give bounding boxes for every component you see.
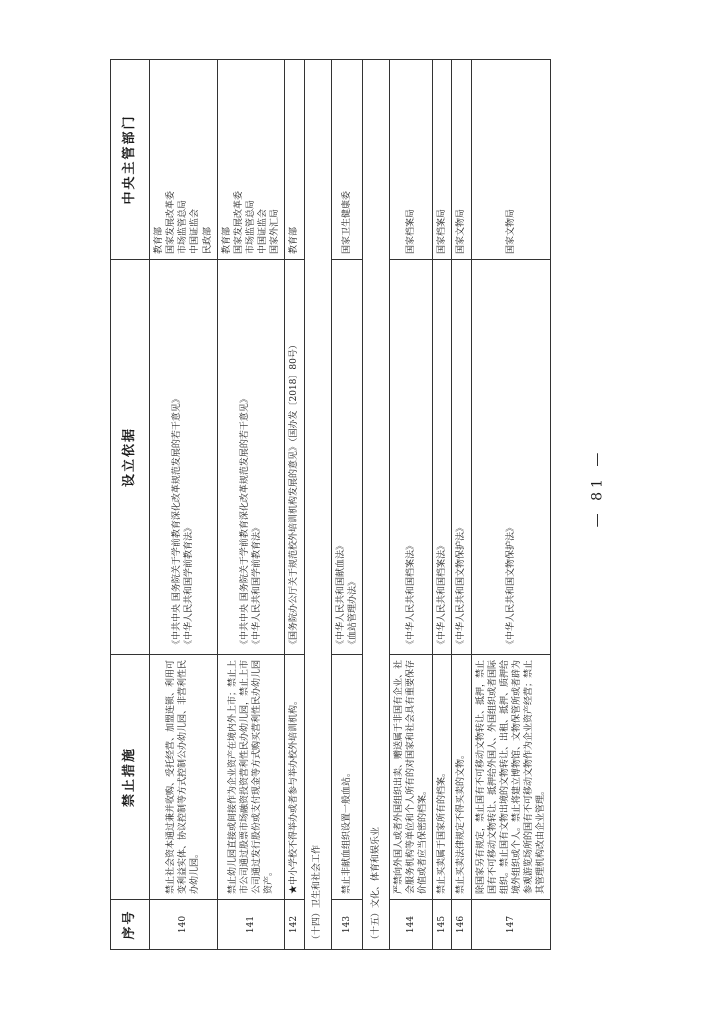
table-row [217,60,285,950]
dept-line: 市场监管总局 [178,199,189,254]
dept-line: 国家发展改革委 [166,190,177,254]
dept-line: 教育部 [289,226,300,254]
table-row [150,60,218,950]
basis-line: 《中华人民共和国学前教育法》 [252,522,263,649]
basis-cell [452,260,471,655]
dept-line: 国家文物局 [505,208,516,254]
dept-cell [217,60,285,260]
header-basis: 设立依据 [111,260,150,655]
basis-cell [285,260,304,655]
row-number: 147 [471,900,551,950]
dept-line: 国家发展改革委 [233,190,244,254]
table-row [389,60,432,950]
table-row [331,60,362,950]
header-no: 序号 [111,900,150,950]
basis-cell [433,260,452,655]
measure-cell: 禁止买卖属于国家所有的档案。 [433,655,452,900]
rotated-page [110,60,710,950]
basis-line: 《中共中央 国务院关于学前教育深化改革规范发展的若干意见》 [172,394,183,649]
dept-cell [285,60,304,260]
dept-line: 教育部 [154,226,164,254]
row-number: 145 [433,900,452,950]
header-measure: 禁止措施 [111,655,150,900]
table-body [150,60,551,950]
table-row [471,60,551,950]
header-dept: 中央主管部门 [111,60,150,260]
basis-line: 《中华人民共和国学前教育法》 [184,522,195,649]
section-row [304,60,331,950]
basis-line: 《血站管理办法》 [347,576,358,649]
basis-line: 《中华人民共和国文物保护法》 [456,522,467,649]
table-row [285,60,304,950]
row-number: 140 [150,900,218,950]
measure-cell: 除国家另有规定，禁止国有不可移动文物转让、抵押，禁止国有不可移动文物转让、抵押给外国人、外国组织或者国际组织。禁止国有文物出境的文物转让、出租、抵押、质押给境外组织或个人。禁止将建立博物馆、文物保管所或者辟为参观游览场所的国有不可移动文物作为企业资产经营；禁止其管理机构改由企业管理。 [471,655,551,900]
measure-cell: 禁止社会资本通过兼并收购、受托经营、加盟连锁、利用可变利益实体、协议控制等方式控制公办幼儿园、非营利性民办幼儿园。 [150,655,218,900]
dept-line: 中国证监会 [258,208,269,254]
basis-cell [150,260,218,655]
basis-line: 《中华人民共和国文物保护法》 [505,522,516,649]
page-number: — 81 — [589,448,606,528]
basis-line: 《国务院办公厅关于规范校外培训机构发展的意见》（国办发〔2018〕80号） [289,340,300,649]
row-number: 143 [331,900,362,950]
basis-cell [217,260,285,655]
basis-line: 《中共中央 国务院关于学前教育深化改革规范发展的若干意见》 [239,394,250,649]
measure-cell: 严禁向外国人或者外国组织出卖、赠送属于非国有企业、社会服务机构等单位和个人所有的对国家和社会具有重要保存价值或者应当保密的档案。 [389,655,432,900]
dept-cell [389,60,432,260]
dept-cell [331,60,362,260]
row-number: 144 [389,900,432,950]
measure-cell: 禁止买卖法律规定不得买卖的文物。 [452,655,471,900]
dept-line: 市场监管总局 [245,199,256,254]
dept-line: 教育部 [221,226,232,254]
dept-line: 国家档案局 [437,208,448,254]
dept-line: 国家文物局 [456,208,467,254]
table-row [433,60,452,950]
section-row [362,60,389,950]
basis-line: 《中华人民共和国档案法》 [405,540,416,649]
row-number: 146 [452,900,471,950]
dept-cell [150,60,218,260]
basis-cell [471,260,551,655]
measure-cell: ★中小学校不得举办或者参与举办校外培训机构。 [285,655,304,900]
dept-line: 国家卫生健康委 [341,190,352,254]
row-number: 142 [285,900,304,950]
basis-cell [389,260,432,655]
dept-line: 中国证监会 [190,208,201,254]
dept-cell [471,60,551,260]
row-number: 141 [217,900,285,950]
table-row [452,60,471,950]
section-heading: （十四）卫生和社会工作 [304,60,331,950]
prohibition-table [110,59,551,950]
dept-cell [433,60,452,260]
basis-cell [331,260,362,655]
basis-line: 《中华人民共和国档案法》 [437,540,448,649]
dept-line: 国家外汇局 [270,208,281,254]
basis-line: 《中华人民共和国献血法》 [335,540,346,649]
dept-cell [452,60,471,260]
dept-line: 国家档案局 [405,208,416,254]
dept-line: 民政部 [202,226,213,254]
section-heading: （十五）文化、体育和娱乐业 [362,60,389,950]
measure-cell: 禁止非献血组织设置一般血站。 [331,655,362,900]
measure-cell: 禁止幼儿园直接或间接作为企业资产在境内外上市；禁止上市公司通过股票市场融资投资营利性民办幼儿园，禁止上市公司通过发行股份或支付现金等方式购买营利性民办幼儿园资产。 [217,655,285,900]
table-header-row [111,60,150,950]
